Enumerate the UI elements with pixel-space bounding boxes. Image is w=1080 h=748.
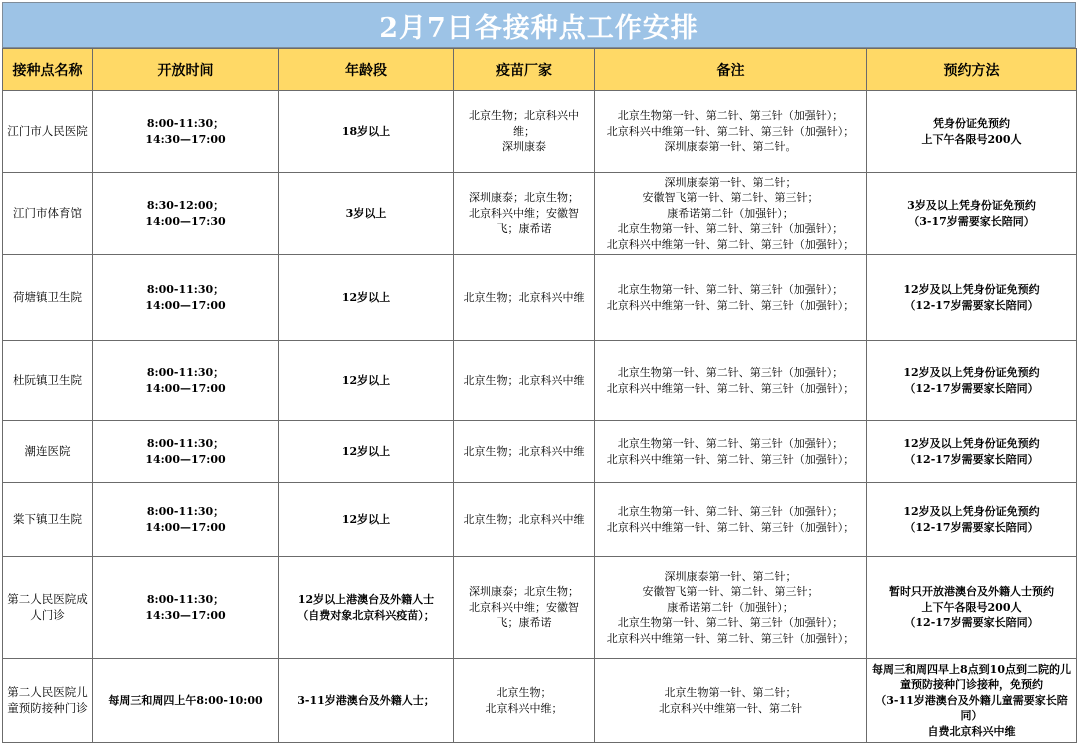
age-range: 3岁以上 (279, 173, 454, 255)
col-header-vendor: 疫苗厂家 (454, 49, 595, 91)
open-hours: 8:30-12:00； 14:00—17:30 (93, 173, 279, 255)
table-row (3, 91, 1077, 173)
open-hours: 8:00-11:30； 14:00—17:00 (93, 255, 279, 341)
site-name: 潮连医院 (3, 421, 93, 483)
open-hours: 8:00-11:30； 14:30—17:00 (93, 91, 279, 173)
age-range: 12岁以上 (279, 421, 454, 483)
vaccine-vendor: 北京生物；北京科兴中维 (454, 483, 595, 557)
open-hours: 8:00-11:30； 14:30—17:00 (93, 557, 279, 659)
page-title: 2月7日各接种点工作安排 (2, 2, 1076, 48)
age-range: 12岁以上 (279, 341, 454, 421)
age-range: 12岁以上 (279, 255, 454, 341)
table-row (3, 255, 1077, 341)
col-header-booking: 预约方法 (867, 49, 1077, 91)
age-range: 3-11岁港澳台及外籍人士； (279, 659, 454, 743)
schedule-table (2, 48, 1077, 743)
open-hours: 8:00-11:30； 14:00—17:00 (93, 421, 279, 483)
vaccine-vendor: 北京生物；北京科兴中 维； 深圳康泰 (454, 91, 595, 173)
site-name: 江门市体育馆 (3, 173, 93, 255)
booking-method: 12岁及以上凭身份证免预约 （12-17岁需要家长陪同） (867, 341, 1077, 421)
open-hours: 8:00-11:30； 14:00—17:00 (93, 341, 279, 421)
age-range: 12岁以上港澳台及外籍人士 （自费对象北京科兴疫苗）； (279, 557, 454, 659)
remarks: 北京生物第一针、第二针、第三针（加强针）； 北京科兴中维第一针、第二针、第三针（加强针）； 深圳康泰第一针、第二针。 (595, 91, 867, 173)
col-header-age: 年龄段 (279, 49, 454, 91)
vaccine-vendor: 北京生物；北京科兴中维 (454, 421, 595, 483)
remarks: 北京生物第一针、第二针、第三针（加强针）； 北京科兴中维第一针、第二针、第三针（加强针）； (595, 255, 867, 341)
remarks: 深圳康泰第一针、第二针； 安徽智飞第一针、第二针、第三针； 康希诺第二针（加强针）； 北京生物第一针、第二针、第三针（加强针）； 北京科兴中维第一针、第二针、第三针（加强针）； (595, 557, 867, 659)
vaccine-vendor: 北京生物；北京科兴中维 (454, 341, 595, 421)
booking-method: 12岁及以上凭身份证免预约 （12-17岁需要家长陪同） (867, 421, 1077, 483)
table-row (3, 557, 1077, 659)
col-header-site: 接种点名称 (3, 49, 93, 91)
table-row (3, 341, 1077, 421)
vaccine-vendor: 深圳康泰；北京生物； 北京科兴中维；安徽智 飞；康希诺 (454, 173, 595, 255)
site-name: 荷塘镇卫生院 (3, 255, 93, 341)
booking-method: 每周三和周四早上8点到10点到二院的儿 童预防接种门诊接种，免预约 （3-11岁港澳台及外籍儿童需要家长陪 同） 自费北京科兴中维 (867, 659, 1077, 743)
remarks: 北京生物第一针、第二针、第三针（加强针）； 北京科兴中维第一针、第二针、第三针（加强针）； (595, 421, 867, 483)
remarks: 深圳康泰第一针、第二针； 安徽智飞第一针、第二针、第三针； 康希诺第二针（加强针）； 北京生物第一针、第二针、第三针（加强针）； 北京科兴中维第一针、第二针、第三针（加强针）； (595, 173, 867, 255)
table-row (3, 173, 1077, 255)
remarks: 北京生物第一针、第二针、第三针（加强针）； 北京科兴中维第一针、第二针、第三针（加强针）； (595, 483, 867, 557)
table-row (3, 421, 1077, 483)
col-header-hours: 开放时间 (93, 49, 279, 91)
site-name: 棠下镇卫生院 (3, 483, 93, 557)
booking-method: 暂时只开放港澳台及外籍人士预约 上下午各限号200人 （12-17岁需要家长陪同） (867, 557, 1077, 659)
schedule-sheet (2, 2, 1076, 744)
booking-method: 凭身份证免预约 上下午各限号200人 (867, 91, 1077, 173)
age-range: 18岁以上 (279, 91, 454, 173)
table-row (3, 483, 1077, 557)
site-name: 江门市人民医院 (3, 91, 93, 173)
age-range: 12岁以上 (279, 483, 454, 557)
vaccine-vendor: 北京生物；北京科兴中维 (454, 255, 595, 341)
remarks: 北京生物第一针、第二针、第三针（加强针）； 北京科兴中维第一针、第二针、第三针（加强针）； (595, 341, 867, 421)
vaccine-vendor: 深圳康泰；北京生物； 北京科兴中维；安徽智 飞；康希诺 (454, 557, 595, 659)
table-row (3, 659, 1077, 743)
booking-method: 3岁及以上凭身份证免预约 （3-17岁需要家长陪同） (867, 173, 1077, 255)
site-name: 第二人民医院儿 童预防接种门诊 (3, 659, 93, 743)
vaccine-vendor: 北京生物； 北京科兴中维； (454, 659, 595, 743)
col-header-notes: 备注 (595, 49, 867, 91)
open-hours: 每周三和周四上午8:00-10:00 (93, 659, 279, 743)
site-name: 第二人民医院成 人门诊 (3, 557, 93, 659)
remarks: 北京生物第一针、第二针； 北京科兴中维第一针、第二针 (595, 659, 867, 743)
booking-method: 12岁及以上凭身份证免预约 （12-17岁需要家长陪同） (867, 255, 1077, 341)
open-hours: 8:00-11:30； 14:00—17:00 (93, 483, 279, 557)
site-name: 杜阮镇卫生院 (3, 341, 93, 421)
header-row (3, 49, 1077, 91)
booking-method: 12岁及以上凭身份证免预约 （12-17岁需要家长陪同） (867, 483, 1077, 557)
